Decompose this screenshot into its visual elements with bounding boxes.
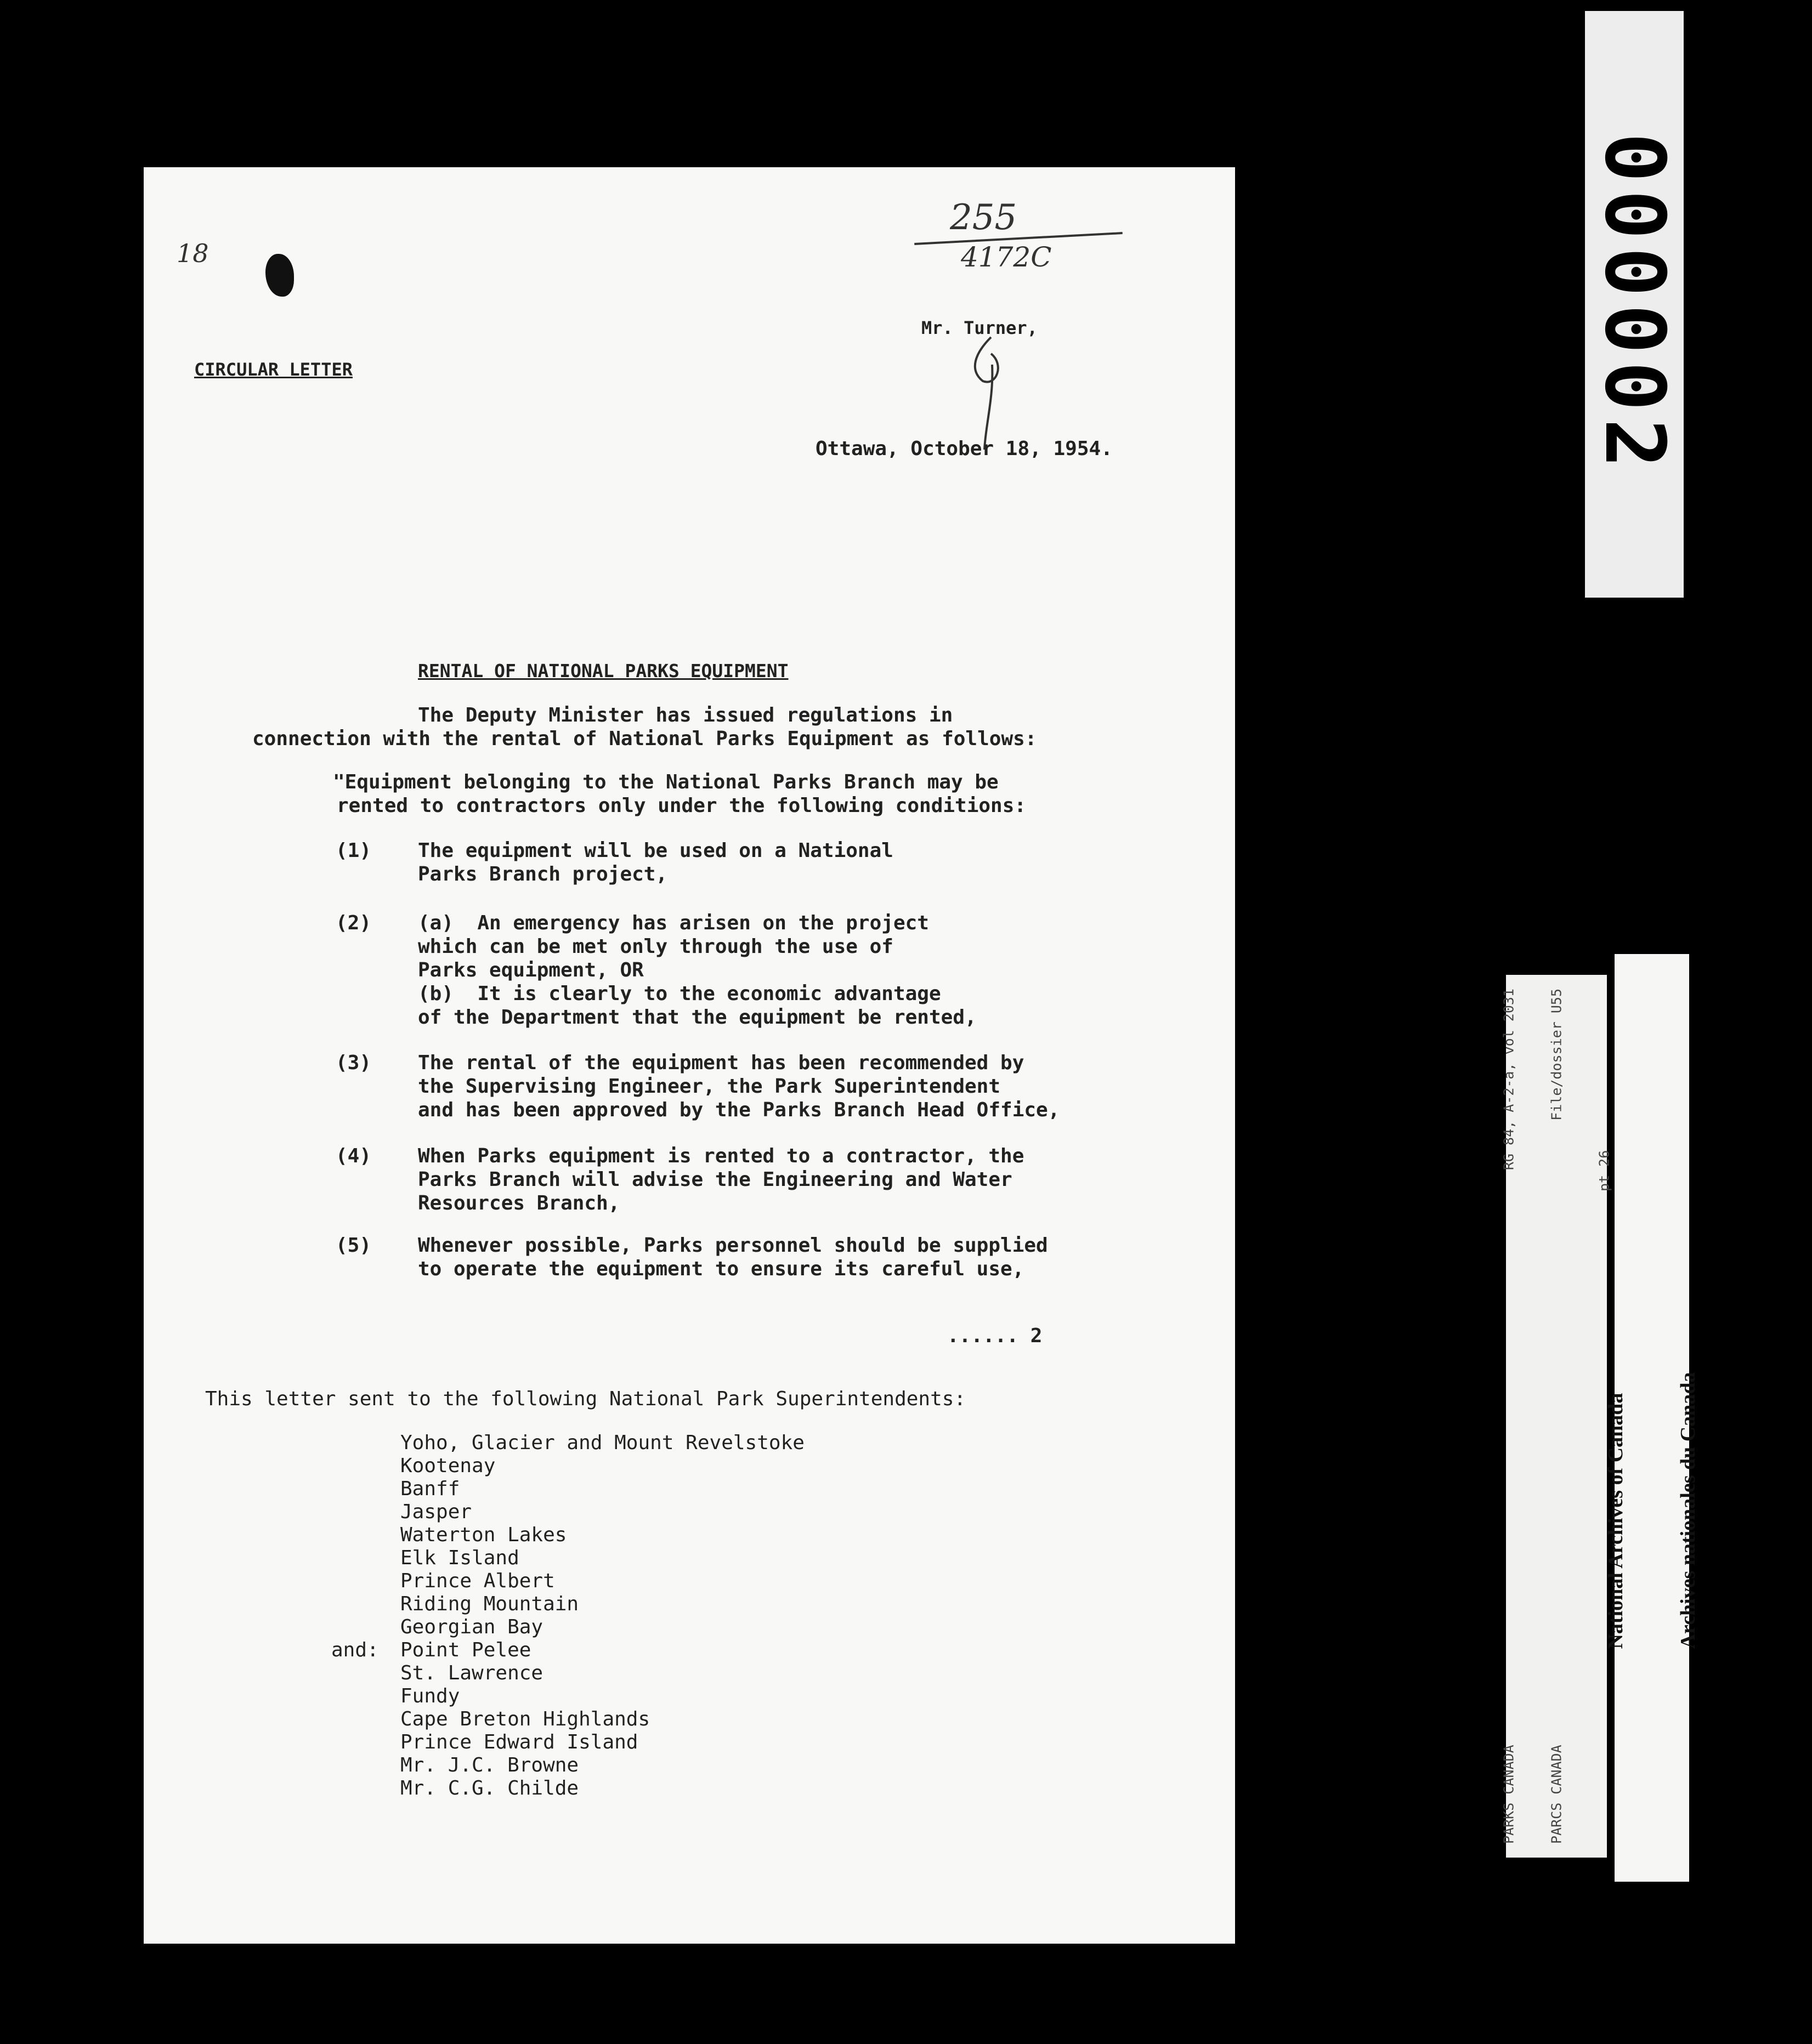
condition-text: to operate the equipment to ensure its careful use, xyxy=(418,1258,1024,1280)
park-list-item: Georgian Bay xyxy=(400,1616,543,1638)
condition-text: (a) An emergency has arisen on the project xyxy=(418,912,929,934)
park-list-item: Waterton Lakes xyxy=(400,1524,567,1546)
condition-number: (5) xyxy=(336,1234,372,1257)
part-number: pt 26 xyxy=(1596,1150,1612,1191)
subject-heading: RENTAL OF NATIONAL PARKS EQUIPMENT xyxy=(418,660,789,682)
and-label: and: xyxy=(331,1639,379,1661)
condition-text: which can be met only through the use of xyxy=(418,935,893,958)
file-dossier: File/dossier U55 xyxy=(1548,989,1565,1121)
park-list-item: Kootenay xyxy=(400,1455,496,1477)
park-list-item: Banff xyxy=(400,1478,460,1500)
handwritten-file-number: 255 xyxy=(950,197,1017,238)
letter-page xyxy=(144,167,1235,1944)
condition-text: of the Department that the equipment be rented, xyxy=(418,1006,977,1029)
condition-text: the Supervising Engineer, the Park Superintendent xyxy=(418,1075,1001,1098)
park-list-item: Prince Edward Island xyxy=(400,1731,638,1753)
frame-counter xyxy=(1585,11,1684,598)
archives-french: Archives nationales du Canada xyxy=(1677,1372,1700,1649)
addressee: Mr. Turner, xyxy=(921,317,1038,338)
condition-text: Parks Branch project, xyxy=(418,863,668,885)
park-list-item: Mr. C.G. Childe xyxy=(400,1777,579,1799)
quote-line: rented to contractors only under the following conditions: xyxy=(337,794,1027,817)
condition-number: (4) xyxy=(336,1145,372,1167)
intro-line: connection with the rental of National Parks Equipment as follows: xyxy=(252,728,1037,750)
condition-text: (b) It is clearly to the economic advantage xyxy=(418,983,941,1005)
park-list-item: Cape Breton Highlands xyxy=(400,1708,650,1730)
condition-number: (2) xyxy=(336,912,372,934)
condition-text: The equipment will be used on a National xyxy=(418,839,893,862)
archives-english: National Archives of Canada xyxy=(1604,1393,1627,1649)
frame-number: 000002 xyxy=(1587,133,1682,476)
quote-line: "Equipment belonging to the National Parks Branch may be xyxy=(333,771,999,793)
condition-text: Parks Branch will advise the Engineering and Water xyxy=(418,1168,1012,1191)
ink-blot xyxy=(265,254,294,297)
condition-text: Parks equipment, OR xyxy=(418,959,644,981)
intro-line: The Deputy Minister has issued regulations in xyxy=(418,704,953,726)
park-list-item: Point Pelee xyxy=(400,1639,531,1661)
condition-text: Whenever possible, Parks personnel should be supplied xyxy=(418,1234,1048,1257)
condition-number: (1) xyxy=(336,839,372,862)
park-list-item: St. Lawrence xyxy=(400,1662,543,1684)
condition-number: (3) xyxy=(336,1052,372,1074)
distribution-intro: This letter sent to the following National Park Superintendents: xyxy=(205,1388,966,1410)
national-archives-text xyxy=(1555,1372,1748,1649)
condition-text: The rental of the equipment has been recommended by xyxy=(418,1052,1024,1074)
circular-heading: CIRCULAR LETTER xyxy=(194,359,353,380)
park-list-item: Yoho, Glacier and Mount Revelstoke xyxy=(400,1432,805,1454)
park-list-item: Prince Albert xyxy=(400,1570,555,1592)
department-en: PARKS CANADA xyxy=(1500,1745,1517,1844)
reference-code: RG 84, A-2-a, vol 2031 xyxy=(1500,989,1517,1171)
handwritten-sub-number: 4172C xyxy=(961,241,1052,273)
park-list-item: Mr. J.C. Browne xyxy=(400,1754,579,1776)
handwritten-margin-mark: 18 xyxy=(177,239,209,268)
park-list-item: Elk Island xyxy=(400,1547,519,1569)
continued-marker: ...... 2 xyxy=(947,1325,1043,1347)
condition-text: and has been approved by the Parks Branch Head Office, xyxy=(418,1099,1060,1121)
department-fr: PARCS CANADA xyxy=(1548,1745,1565,1844)
park-list-item: Jasper xyxy=(400,1501,472,1523)
park-list-item: Riding Mountain xyxy=(400,1593,579,1615)
dateline: Ottawa, October 18, 1954. xyxy=(816,438,1113,460)
park-list-item: Fundy xyxy=(400,1685,460,1707)
condition-text: Resources Branch, xyxy=(418,1192,620,1214)
condition-text: When Parks equipment is rented to a contractor, the xyxy=(418,1145,1024,1167)
